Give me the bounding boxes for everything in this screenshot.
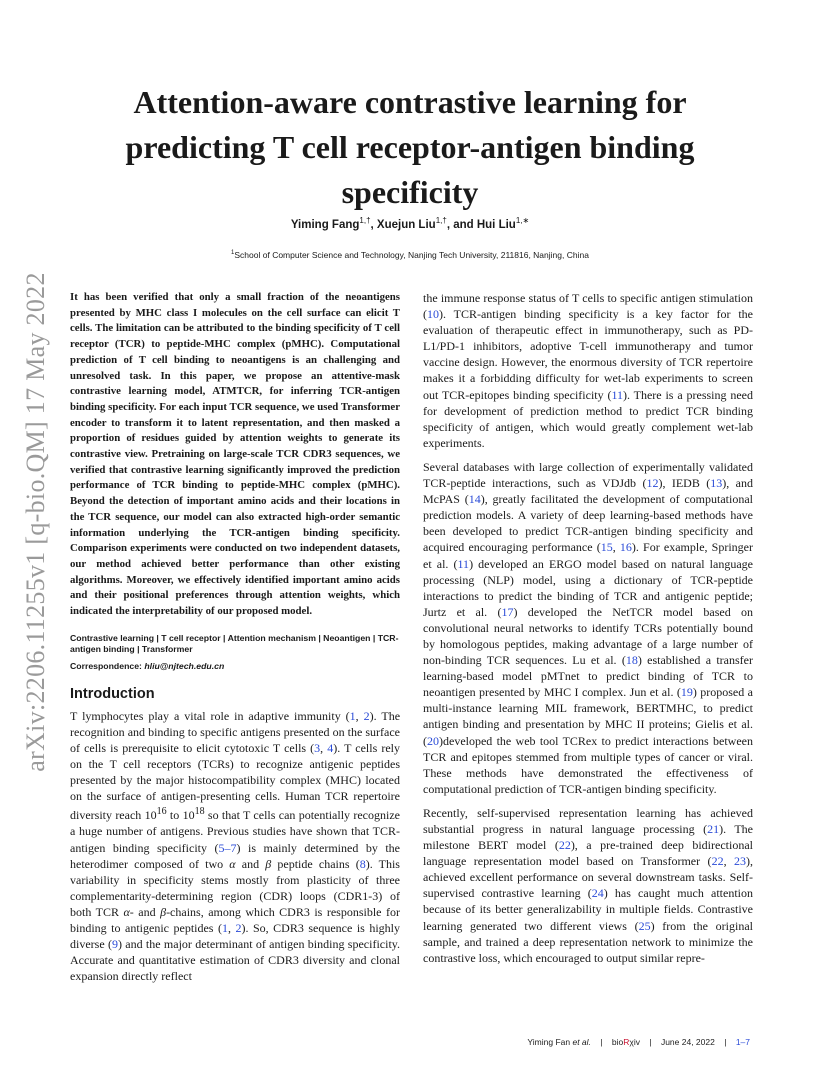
- citation-link[interactable]: 17: [501, 604, 514, 619]
- citation-link[interactable]: 10: [427, 307, 439, 322]
- author-list: Yiming Fang$^{1,\dagger}$, Xuejun Liu$^{1,\dagger}$, and Hui Liu$^{1,∗}$: [290, 216, 530, 231]
- citation-link[interactable]: 21: [707, 822, 720, 836]
- author-name: Xuejun Liu: [376, 218, 436, 231]
- citation-link[interactable]: 3: [314, 740, 321, 755]
- citation-link[interactable]: 24: [591, 886, 604, 901]
- citation-link[interactable]: 2: [363, 708, 370, 723]
- author-mark: 1,∗: [515, 216, 530, 225]
- correspondence-email[interactable]: hliu@njtech.edu.cn: [144, 660, 225, 671]
- correspondence: [70, 661, 400, 671]
- citation-link[interactable]: 12: [646, 476, 659, 491]
- footer-date: June 24, 2022: [660, 1037, 715, 1047]
- arxiv-identifier-stamp: [22, 262, 50, 782]
- correspondence-label: Correspondence:: [70, 660, 142, 671]
- citation-link[interactable]: 1: [221, 920, 228, 935]
- intro-paragraph-4: Recently, self-supervised representation learning has achieved substantial progress in natural language processing (21). The milestone BERT model (22), a pre-trained deep bidirectional language representation model based on Transformer (22, 23), achieved excellent performance on several downstream tasks. Self-supervised contrastive learning (24) has caught much attention because of its better generalizability in multiple fields. Contrastive learning generated two different views (25) from the original sample, and trained a deep representation network to minimize the contrastive loss, which encouraged to output similar repre-: [423, 805, 753, 965]
- citation-link[interactable]: 15: [600, 540, 613, 555]
- citation-link[interactable]: 19: [680, 685, 693, 700]
- citation-link[interactable]: 25: [638, 918, 651, 933]
- left-column: [70, 290, 400, 992]
- section-heading-introduction: Introduction: [70, 685, 155, 702]
- citation-link[interactable]: 11: [457, 556, 470, 571]
- footer-author: Yiming Fan: [527, 1037, 571, 1047]
- affiliation-mark: 1: [231, 250, 235, 257]
- author-mark: 1,†: [435, 216, 447, 225]
- citation-link[interactable]: 9: [111, 937, 118, 952]
- citation-link[interactable]: 14: [468, 492, 481, 507]
- citation-link[interactable]: 13: [710, 476, 723, 491]
- citation-link[interactable]: 18: [625, 653, 638, 668]
- keywords: Contrastive learning | T cell receptor | Attention mechanism | Neoantigen | TCR-antigen binding | Transformer: [70, 632, 399, 655]
- citation-link[interactable]: 23: [734, 854, 746, 869]
- intro-paragraph-3: Several databases with large collection of experimentally validated TCR-peptide interactions, such as VDJdb (12), IEDB (13), and McPAS (14), greatly facilitated the development of computational prediction models. A variety of deep learning-based methods have been developed to predict TCR-antigen binding specificity and acquired encouraging performance (15, 16). For example, Springer et al. (11) developed an ERGO model based on natural language processing (NLP) model, using a dictionary of TCR-peptide interactions to predict the binding of TCR and antigenic peptide; Jurtz et al. (17) developed the NetTCR model based on convolutional neural networks to identify TCRs potentially bound by homologous peptides, making advantage of a large number of non-binding TCR sequences. Lu et al. (18) established a transfer learning-based model pMTnet to predict binding of TCR to neoantigen presented by MHC I complex. Jun et al. (19) proposed a multi-instance learning MIL framework, BERTMHC, to predict antigen binding and presentation by MHC II proteins; Gielis et al. (20)developed the web tool TCRex to predict interactions between TCR and epitopes stemmed from multiple types of cancer or viral. These methods have demonstrated the effectiveness of computational prediction of TCR-antigen binding specificity.: [423, 459, 754, 796]
- citation-link[interactable]: 11: [611, 387, 624, 402]
- intro-paragraph-2: the immune response status of T cells to specific antigen stimulation (10). TCR-antigen binding specificity is a key factor for the evaluation of therapeutic effect in immunotherapy, such as PD-L1/PD-1 inhibitors, adoptive T-cell immunotherapy and tumor vaccine design. However, the enormous diversity of TCR repertoire makes it a forbidding difficulty for wet-lab experiments to screen out TCR-epitopes binding specificity (11). There is a pressing need for development of prediction method to predict TCR binding specificity of antigen, which would greatly complement wet-lab experiments.: [423, 291, 753, 450]
- citation-link[interactable]: 8: [359, 856, 366, 871]
- author-name: Hui Liu: [476, 218, 516, 231]
- right-column: [423, 290, 753, 974]
- abstract: It has been verified that only a small fraction of the neoantigens presented by MHC class I molecules on the cell surface can elicit T cells. The limitation can be attributed to the binding specificity of T cell receptor (TCR) to peptide-MHC complex (pMHC). Computational prediction of T cell binding to neoantigens is an challenging and unresolved task. In this paper, we propose an attentive-mask contrastive learning model, ATMTCR, for inferring TCR-antigen binding specificity. For each input TCR sequence, we used Transformer encoder to transform it to latent representation, and then masked a proportion of residues guided by attention weights to generate its contrastive view. Pretraining on large-scale TCR CDR3 sequences, we verified that contrastive learning significantly improved the prediction performance of TCR binding to peptide-MHC complex (pMHC). Beyond the detection of important amino acids and their locations in the TCR sequence, our model can also extracted high-order semantic information underlying the TCR-antigen binding specificity. Comparison experiments were conducted on two independent datasets, our method achieved better performance than other existing algorithms. Moreover, we effectively identified important amino acids and their positional preferences through attention weights, which indicated the interpretability of our proposed model.: [70, 291, 400, 618]
- affiliation-text: School of Computer Science and Technology, Nanjing Tech University, 211816, Nanjing, China: [234, 250, 589, 260]
- page-footer: Yiming Fan et al. | bioRχiv | June 24, 2022 | 1–7: [527, 1037, 750, 1047]
- citation-link[interactable]: 2: [235, 920, 242, 935]
- citation-link[interactable]: 16: [619, 540, 632, 555]
- author-mark: 1,†: [359, 216, 371, 225]
- citation-link[interactable]: 20: [427, 733, 439, 748]
- affiliation: [100, 250, 720, 260]
- citation-link[interactable]: 4: [327, 740, 334, 755]
- citation-link[interactable]: 22: [558, 838, 571, 853]
- footer-etal: et al.: [572, 1037, 591, 1047]
- citation-link[interactable]: 5–7: [218, 840, 237, 855]
- citation-link[interactable]: 22: [711, 854, 724, 869]
- paper-title: Attention-aware contrastive learning for predicting T cell receptor-antigen binding specificity: [125, 84, 695, 210]
- footer-page-range[interactable]: 1–7: [735, 1037, 750, 1047]
- arxiv-identifier-text: arXiv:2206.11255v1 [q-bio.QM] 17 May 2022: [21, 272, 50, 772]
- author-name: Yiming Fang: [290, 218, 360, 231]
- citation-link[interactable]: 1: [349, 708, 356, 723]
- intro-paragraph-1: T lymphocytes play a vital role in adaptive immunity (1, 2). The recognition and binding to specific antigens presented on the surface of cells is prerequisite to elicit cytotoxic T cells (3, 4). T cells rely on the T cell receptors (TCRs) to recognize antigenic peptides presented by the major histocompatibility complex (MHC) located on the surface of antigen-presenting cells. Human TCR repertoire diversity reach $10^{16}$ to $10^{18}$ so that T cells can potentially recognize a huge number of antigens. Previous studies have shown that TCR-antigen binding specificity (5–7) is mainly determined by the heterodimer composed of two α and β peptide chains (8). This variability in specificity stems mostly from plasticity of three complementarity-determining region (CDR) loops (CDR1-3) of both TCR α- and β-chains, among which CDR3 is responsible for binding to antigenic peptides (1, 2). So, CDR3 sequence is highly diverse (9) and the major determinant of antigen binding specificity. Accurate and quantitative estimation of CDR3 diversity and clonal expansion directly reflect: [70, 708, 401, 984]
- footer-venue: bioRχiv: [611, 1037, 640, 1047]
